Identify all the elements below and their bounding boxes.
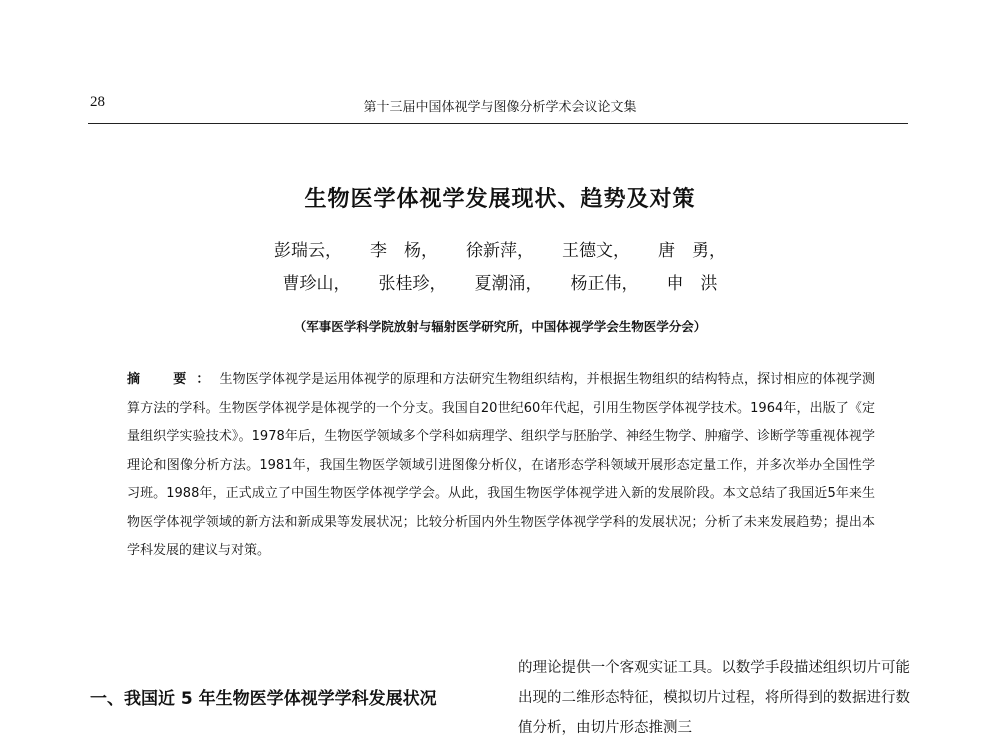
author-name: 李 杨， xyxy=(370,241,438,261)
author-name: 彭瑞云， xyxy=(274,241,342,261)
header-rule xyxy=(88,123,908,124)
page-number: 28 xyxy=(90,94,105,110)
author-name: 杨正伟， xyxy=(570,274,639,294)
author-name: 唐 勇， xyxy=(658,241,726,261)
author-name: 徐新萍， xyxy=(466,241,534,261)
authors-line-2 xyxy=(0,269,1000,294)
abstract xyxy=(127,366,875,566)
author-name: 曹珍山， xyxy=(282,274,351,294)
running-head: 第十三届中国体视学与图像分析学术会议论文集 xyxy=(363,100,637,115)
affiliation: （军事医学科学院放射与辐射医学研究所，中国体视学学会生物医学分会） xyxy=(293,319,707,334)
author-name: 申 洪 xyxy=(666,274,718,294)
authors-line-1 xyxy=(0,236,1000,261)
right-column-text: 的理论提供一个客观实证工具。以数学手段描述组织切片可能出现的二维形态特征，模拟切片过程，将所得到的数据进行数值分析，由切片形态推测三 xyxy=(518,660,910,736)
author-name: 夏潮涌， xyxy=(474,274,543,294)
abstract-text: 生物医学体视学是运用体视学的原理和方法研究生物组织结构，并根据生物组织的结构特点，探讨相应的体视学测算方法的学科。生物医学体视学是体视学的一个分支。我国自20世纪60年代起，引用生物医学体视学技术。1964年，出版了《定量组织学实验技术》。1978年后，生物医学领域多个学科如病理学、组织学与胚胎学、神经生物学、肿瘤学、诊断学等重视体视学理论和图像分析方法。1981年，我国生物医学领域引进图像分析仪，在诸形态学科领域开展形态定量工作，并多次举办全国性学习班。1988年，正式成立了中国生物医学体视学学会。从此，我国生物医学体视学进入新的发展阶段。本文总结了我国近5年来生物医学体视学领域的新方法和新成果等发展状况；比较分析国内外生物医学体视学学科的发展状况；分析了未来发展趋势；提出本学科发展的建议与对策。 xyxy=(127,372,875,558)
article-title: 生物医学体视学发展现状、趋势及对策 xyxy=(304,187,696,212)
author-name: 张桂珍， xyxy=(378,274,447,294)
abstract-label: 摘 要： xyxy=(127,372,220,387)
section-heading: 一、我国近 5 年生物医学体视学学科发展状况 xyxy=(90,689,437,709)
author-name: 王德文， xyxy=(562,241,630,261)
